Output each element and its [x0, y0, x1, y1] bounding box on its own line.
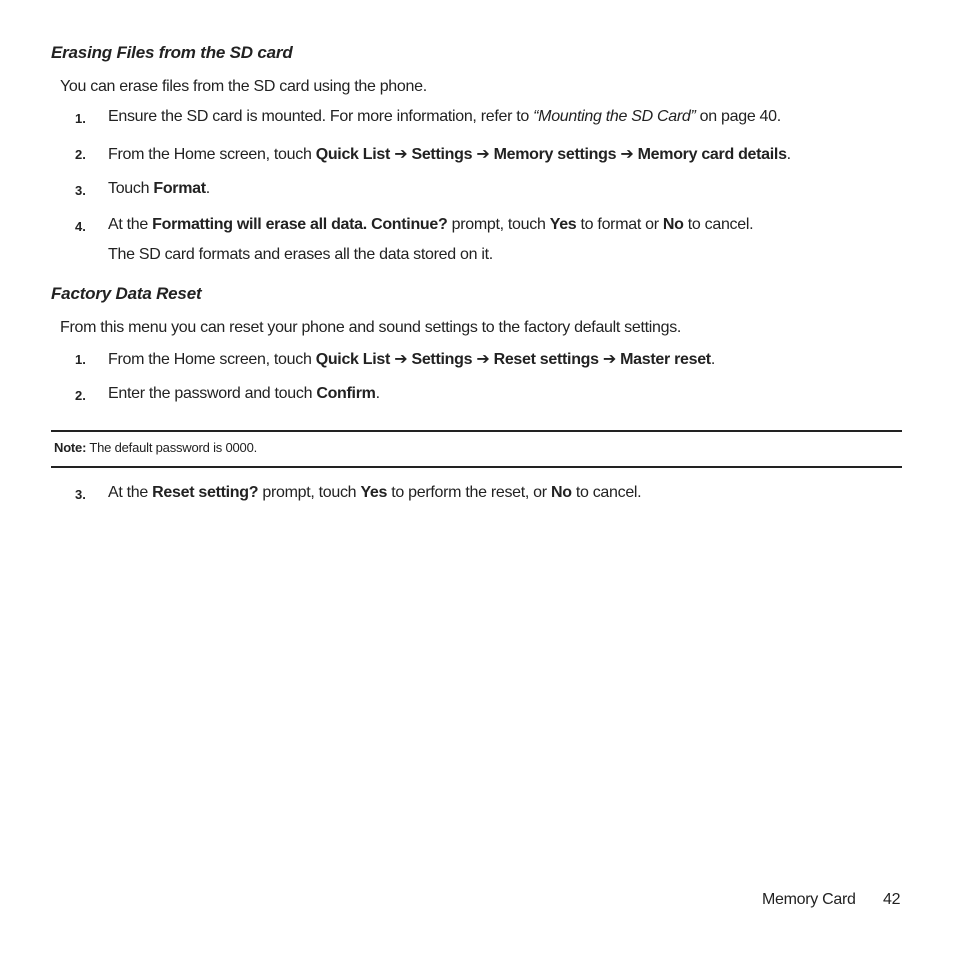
menu-path-item: Quick List	[315, 351, 391, 368]
ui-term: No	[662, 216, 684, 233]
ui-term: Reset setting?	[152, 484, 259, 501]
step-number: 1.	[75, 352, 86, 367]
step-item	[0, 108, 954, 130]
step-item	[0, 385, 954, 407]
step-number: 2.	[75, 147, 86, 162]
menu-path-item: Memory settings	[493, 146, 617, 163]
ui-term: No	[550, 484, 572, 501]
ui-term: Formatting will erase all data. Continue?	[152, 216, 448, 233]
step-text: At the Reset setting? prompt, touch Yes to perform the reset, or No to cancel.	[108, 484, 642, 501]
step-item	[0, 144, 954, 166]
menu-path-item: Reset settings	[493, 351, 599, 368]
step-item	[0, 180, 954, 202]
menu-path-item: Settings	[411, 146, 473, 163]
menu-path-item: Master reset	[620, 351, 711, 368]
note-label: Note:	[54, 440, 87, 455]
note-rule-top	[51, 430, 902, 432]
step-number: 2.	[75, 388, 86, 403]
footer-page-number: 42	[883, 891, 901, 908]
cross-reference: “Mounting the SD Card”	[533, 108, 696, 125]
arrow-icon: ➔	[598, 351, 621, 368]
note-rule-bottom	[51, 466, 902, 468]
ui-term: Confirm	[316, 385, 376, 402]
step-number: 4.	[75, 219, 86, 234]
step-number: 1.	[75, 111, 86, 126]
note-box	[54, 440, 257, 455]
section-heading-erasing-files: Erasing Files from the SD card	[51, 43, 293, 62]
step-text: Touch Format.	[108, 180, 210, 197]
step-number: 3.	[75, 487, 86, 502]
arrow-icon: ➔	[390, 351, 412, 368]
arrow-icon: ➔	[616, 146, 638, 163]
arrow-icon: ➔	[472, 146, 494, 163]
menu-path-item: Quick List	[315, 146, 391, 163]
step-number: 3.	[75, 183, 86, 198]
footer-section-title: Memory Card	[762, 891, 856, 908]
step-continuation: The SD card formats and erases all the data stored on it.	[108, 246, 493, 263]
ui-term: Yes	[549, 216, 577, 233]
arrow-icon: ➔	[390, 146, 412, 163]
step-text: From the Home screen, touch Quick List ➔ Settings ➔ Memory settings ➔ Memory card details.	[108, 146, 791, 163]
menu-path-item: Settings	[411, 351, 473, 368]
step-text: At the Formatting will erase all data. Continue? prompt, touch Yes to format or No to cancel.	[108, 216, 754, 233]
step-item	[0, 484, 954, 506]
ui-term: Yes	[360, 484, 388, 501]
section-heading-factory-reset: Factory Data Reset	[51, 284, 202, 303]
section-intro: From this menu you can reset your phone and sound settings to the factory default settings.	[60, 319, 682, 336]
note-text: The default password is 0000.	[86, 440, 258, 455]
step-text: Ensure the SD card is mounted. For more information, refer to “Mounting the SD Card” on page 40.	[108, 108, 781, 125]
step-text: Enter the password and touch Confirm.	[108, 385, 380, 402]
step-item	[0, 349, 954, 371]
menu-path-item: Memory card details	[637, 146, 787, 163]
ui-term: Format	[153, 180, 206, 197]
arrow-icon: ➔	[472, 351, 494, 368]
section-intro: You can erase files from the SD card using the phone.	[60, 78, 427, 95]
step-item	[0, 216, 954, 238]
step-text: From the Home screen, touch Quick List ➔ Settings ➔ Reset settings ➔ Master reset.	[108, 351, 715, 368]
